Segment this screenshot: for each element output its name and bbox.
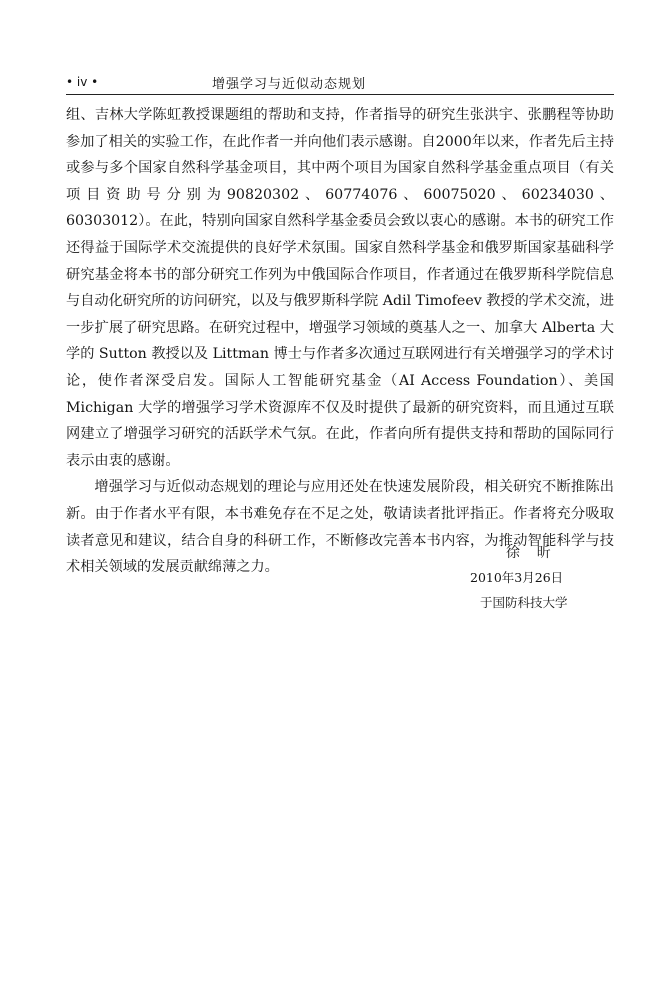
header-rule xyxy=(66,94,614,95)
preface-body xyxy=(66,102,614,581)
page-number: • iv • xyxy=(66,75,99,89)
author-name: 徐昕 xyxy=(506,545,568,561)
paragraph-1: 组、吉林大学陈虹教授课题组的帮助和支持，作者指导的研究生张洪宇、张鹏程等协助参加了相关的实验工作，在此作者一并向他们表示感谢。自2000年以来，作者先后主持或参与多个国家自然科学基金项目，其中两个项目为国家自然科学基金重点项目（有关项目资助号分别为90820302、60774076、60075020、60234030、60303012）。在此，特别向国家自然科学基金委员会致以衷心的感谢。本书的研究工作还得益于国际学术交流提供的良好学术氛围。国家自然科学基金和俄罗斯国家基础科学研究基金将本书的部分研究工作列为中俄国际合作项目，作者通过在俄罗斯科学院信息与自动化研究所的访问研究，以及与俄罗斯科学院 Adil Timofeev 教授的学术交流，进一步扩展了研究思路。在研究过程中，增强学习领域的奠基人之一、加拿大 Alberta 大学的 Sutton 教授以及 Littman 博士与作者多次通过互联网进行有关增强学习的学术讨论，使作者深受启发。国际人工智能研究基金（AI Access Foundation）、美国 Michigan 大学的增强学习学术资源库不仅及时提供了最新的研究资料，而且通过互联网建立了增强学习研究的活跃学术气氛。在此，作者向所有提供支持和帮助的国际同行表示由衷的感谢。 xyxy=(66,107,615,469)
signature-date: 2010年3月26日 xyxy=(470,570,564,585)
paragraph-2: 增强学习与近似动态规划的理论与应用还处在快速发展阶段，相关研究不断推陈出新。由于作者水平有限，本书难免存在不足之处，敬请读者批评指正。作者将充分吸取读者意见和建议，结合自身的科研工作，不断修改完善本书内容，为推动智能科学与技术相关领域的发展贡献绵薄之力。 xyxy=(66,479,614,576)
running-header xyxy=(66,72,614,94)
running-title: 增强学习与近似动态规划 xyxy=(212,77,367,92)
signature-place: 于国防科技大学 xyxy=(480,595,568,610)
